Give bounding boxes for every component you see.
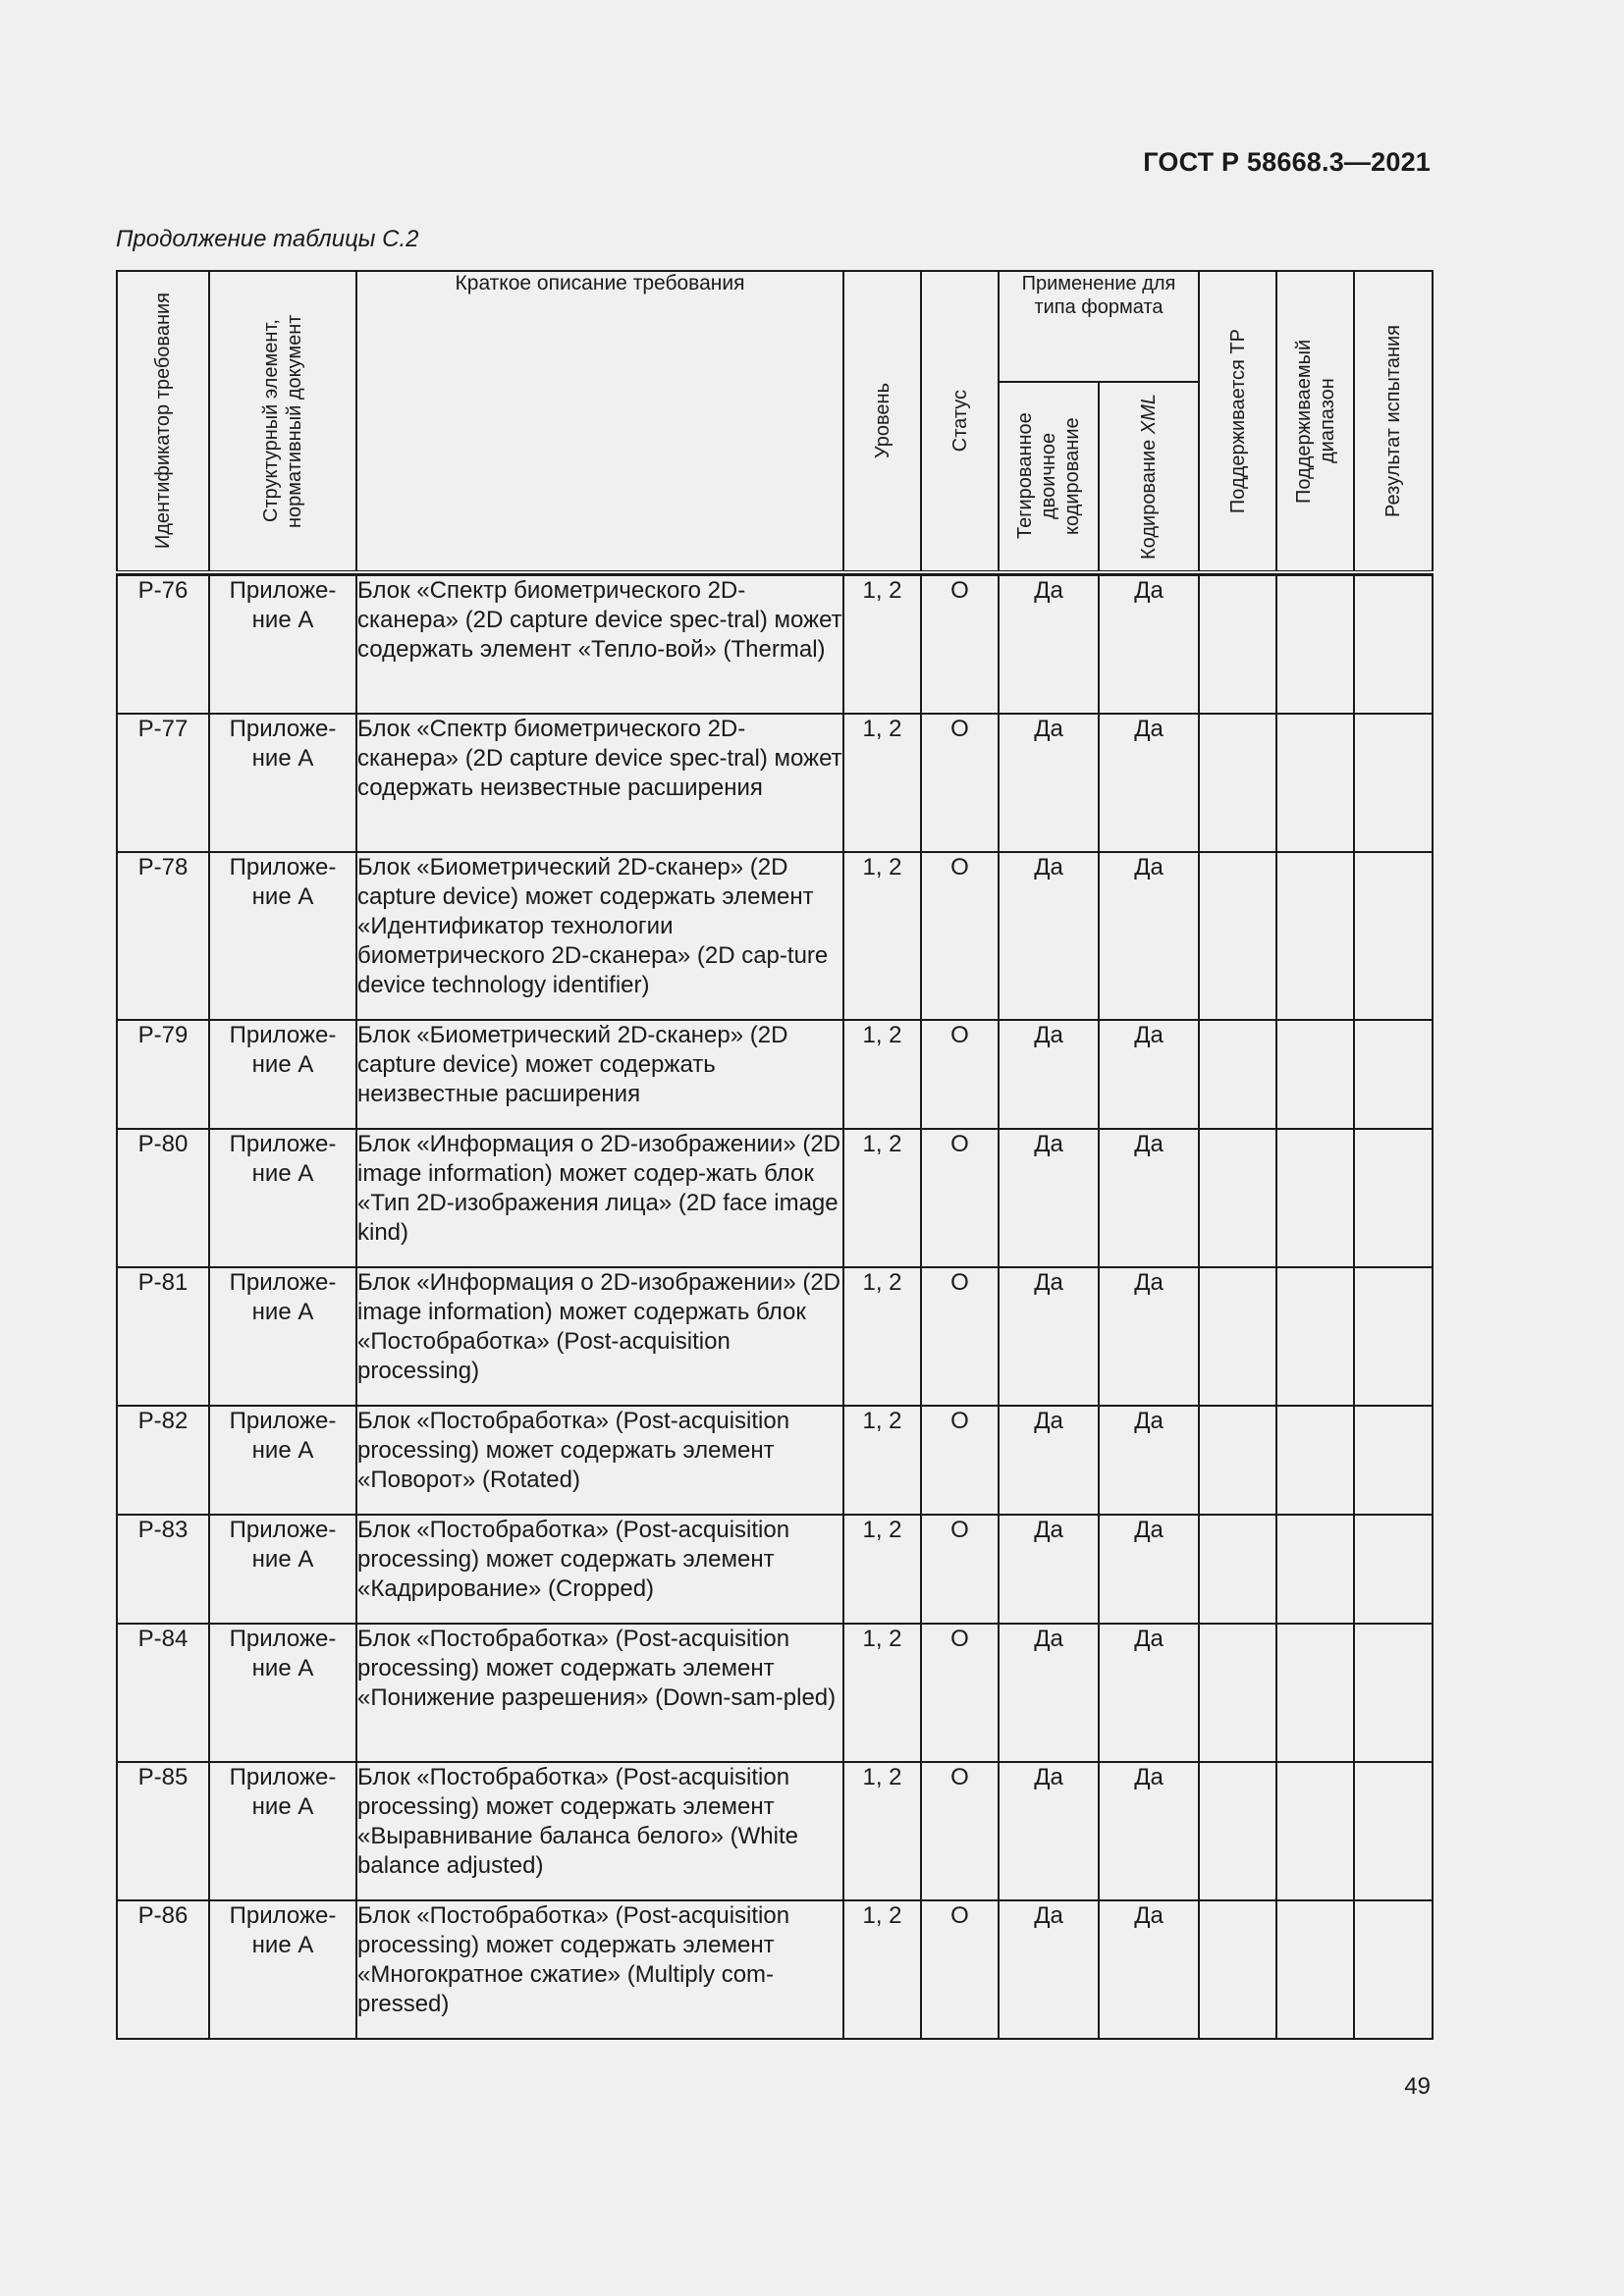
cell-tr-supported bbox=[1199, 1624, 1276, 1762]
cell-xml: Да bbox=[1099, 1129, 1199, 1267]
cell-tr-supported bbox=[1199, 1406, 1276, 1515]
cell-level: 1, 2 bbox=[843, 1406, 921, 1515]
cell-range bbox=[1276, 1129, 1354, 1267]
cell-level: 1, 2 bbox=[843, 1267, 921, 1406]
header-range: Поддерживаемый диапазон bbox=[1276, 271, 1354, 572]
cell-result bbox=[1354, 714, 1433, 852]
cell-desc: Блок «Постобработка» (Post-acquisition processing) может содержать элемент «Понижение разрешения» (Down-sam-pled) bbox=[356, 1624, 843, 1762]
cell-desc: Блок «Спектр биометрического 2D-сканера» (2D capture device spec-tral) может содержать неизвестные расширения bbox=[356, 714, 843, 852]
cell-tr-supported bbox=[1199, 714, 1276, 852]
cell-tagged: Да bbox=[999, 714, 1099, 852]
cell-desc: Блок «Постобработка» (Post-acquisition processing) может содержать элемент «Кадрирование» (Cropped) bbox=[356, 1515, 843, 1624]
header-struct: Структурный элемент, нормативный документ bbox=[209, 271, 356, 572]
cell-struct: Приложе-ние А bbox=[209, 1406, 356, 1515]
cell-tagged: Да bbox=[999, 852, 1099, 1020]
cell-tr-supported bbox=[1199, 1020, 1276, 1129]
cell-tagged: Да bbox=[999, 1515, 1099, 1624]
cell-xml: Да bbox=[1099, 714, 1199, 852]
cell-level: 1, 2 bbox=[843, 1515, 921, 1624]
cell-range bbox=[1276, 1020, 1354, 1129]
cell-xml: Да bbox=[1099, 1624, 1199, 1762]
cell-desc: Блок «Постобработка» (Post-acquisition processing) может содержать элемент «Поворот» (Rotated) bbox=[356, 1406, 843, 1515]
cell-range bbox=[1276, 1267, 1354, 1406]
cell-tagged: Да bbox=[999, 1900, 1099, 2039]
requirements-table bbox=[116, 270, 1434, 2040]
header-xml: Кодирование XML bbox=[1099, 382, 1199, 572]
cell-level: 1, 2 bbox=[843, 852, 921, 1020]
cell-struct: Приложе-ние А bbox=[209, 1515, 356, 1624]
table-row bbox=[117, 714, 1433, 852]
cell-result bbox=[1354, 1515, 1433, 1624]
cell-tagged: Да bbox=[999, 575, 1099, 714]
cell-desc: Блок «Информация о 2D-изображении» (2D image information) может содержать блок «Постобработка» (Post-acquisition processing) bbox=[356, 1267, 843, 1406]
header-status: Статус bbox=[921, 271, 999, 572]
cell-level: 1, 2 bbox=[843, 714, 921, 852]
cell-status: О bbox=[921, 1406, 999, 1515]
cell-range bbox=[1276, 1515, 1354, 1624]
cell-desc: Блок «Биометрический 2D-сканер» (2D capture device) может содержать неизвестные расширения bbox=[356, 1020, 843, 1129]
cell-range bbox=[1276, 1900, 1354, 2039]
cell-result bbox=[1354, 852, 1433, 1020]
header-format-group: Применение для типа формата bbox=[999, 271, 1199, 382]
header-desc: Краткое описание требования bbox=[356, 271, 843, 572]
cell-range bbox=[1276, 714, 1354, 852]
cell-result bbox=[1354, 1267, 1433, 1406]
cell-struct: Приложе-ние А bbox=[209, 1762, 356, 1900]
cell-id: Р-77 bbox=[117, 714, 209, 852]
cell-status: О bbox=[921, 1129, 999, 1267]
document-code: ГОСТ Р 58668.3—2021 bbox=[1143, 147, 1431, 177]
cell-tagged: Да bbox=[999, 1020, 1099, 1129]
header-level: Уровень bbox=[843, 271, 921, 572]
cell-range bbox=[1276, 575, 1354, 714]
cell-id: Р-79 bbox=[117, 1020, 209, 1129]
cell-tr-supported bbox=[1199, 1762, 1276, 1900]
cell-status: О bbox=[921, 714, 999, 852]
cell-tr-supported bbox=[1199, 575, 1276, 714]
cell-xml: Да bbox=[1099, 852, 1199, 1020]
cell-desc: Блок «Постобработка» (Post-acquisition processing) может содержать элемент «Многократное сжатие» (Multiply com-pressed) bbox=[356, 1900, 843, 2039]
table-row bbox=[117, 1515, 1433, 1624]
table-row bbox=[117, 1020, 1433, 1129]
cell-id: Р-83 bbox=[117, 1515, 209, 1624]
cell-result bbox=[1354, 1762, 1433, 1900]
cell-id: Р-85 bbox=[117, 1762, 209, 1900]
header-result: Результат испытания bbox=[1354, 271, 1433, 572]
cell-id: Р-81 bbox=[117, 1267, 209, 1406]
cell-struct: Приложе-ние А bbox=[209, 1900, 356, 2039]
cell-tagged: Да bbox=[999, 1267, 1099, 1406]
cell-result bbox=[1354, 1624, 1433, 1762]
cell-result bbox=[1354, 1129, 1433, 1267]
table-row bbox=[117, 1762, 1433, 1900]
header-tr-supported: Поддерживается ТР bbox=[1199, 271, 1276, 572]
cell-status: О bbox=[921, 1515, 999, 1624]
cell-status: О bbox=[921, 1624, 999, 1762]
table-row bbox=[117, 852, 1433, 1020]
cell-struct: Приложе-ние А bbox=[209, 1624, 356, 1762]
cell-xml: Да bbox=[1099, 1267, 1199, 1406]
cell-struct: Приложе-ние А bbox=[209, 575, 356, 714]
cell-xml: Да bbox=[1099, 575, 1199, 714]
table-row bbox=[117, 1129, 1433, 1267]
cell-tr-supported bbox=[1199, 1129, 1276, 1267]
cell-result bbox=[1354, 575, 1433, 714]
cell-status: О bbox=[921, 1020, 999, 1129]
cell-status: О bbox=[921, 575, 999, 714]
table-row bbox=[117, 1900, 1433, 2039]
cell-struct: Приложе-ние А bbox=[209, 1129, 356, 1267]
cell-xml: Да bbox=[1099, 1406, 1199, 1515]
cell-range bbox=[1276, 1762, 1354, 1900]
table-row bbox=[117, 1267, 1433, 1406]
cell-xml: Да bbox=[1099, 1900, 1199, 2039]
cell-status: О bbox=[921, 1267, 999, 1406]
cell-id: Р-82 bbox=[117, 1406, 209, 1515]
cell-xml: Да bbox=[1099, 1020, 1199, 1129]
table-row bbox=[117, 1406, 1433, 1515]
table-caption: Продолжение таблицы С.2 bbox=[116, 226, 419, 252]
cell-status: О bbox=[921, 1900, 999, 2039]
cell-tr-supported bbox=[1199, 1267, 1276, 1406]
header-tagged: Тегированное двоичное кодирование bbox=[999, 382, 1099, 572]
cell-desc: Блок «Биометрический 2D-сканер» (2D capture device) может содержать элемент «Идентификатор технологии биометрического 2D-сканера» (2D cap-ture device technology identifier) bbox=[356, 852, 843, 1020]
cell-struct: Приложе-ние А bbox=[209, 1020, 356, 1129]
cell-struct: Приложе-ние А bbox=[209, 1267, 356, 1406]
cell-range bbox=[1276, 852, 1354, 1020]
cell-status: О bbox=[921, 852, 999, 1020]
cell-struct: Приложе-ние А bbox=[209, 852, 356, 1020]
cell-desc: Блок «Постобработка» (Post-acquisition processing) может содержать элемент «Выравнивание баланса белого» (White balance adjusted) bbox=[356, 1762, 843, 1900]
table-row bbox=[117, 575, 1433, 714]
header-id: Идентификатор требования bbox=[117, 271, 209, 572]
cell-xml: Да bbox=[1099, 1762, 1199, 1900]
cell-level: 1, 2 bbox=[843, 1762, 921, 1900]
cell-tagged: Да bbox=[999, 1406, 1099, 1515]
cell-result bbox=[1354, 1406, 1433, 1515]
cell-struct: Приложе-ние А bbox=[209, 714, 356, 852]
table-row bbox=[117, 1624, 1433, 1762]
cell-range bbox=[1276, 1406, 1354, 1515]
cell-desc: Блок «Информация о 2D-изображении» (2D image information) может содер-жать блок «Тип 2D-изображения лица» (2D face image kind) bbox=[356, 1129, 843, 1267]
cell-id: Р-86 bbox=[117, 1900, 209, 2039]
cell-desc: Блок «Спектр биометрического 2D-сканера» (2D capture device spec-tral) может содержать элемент «Тепло-вой» (Thermal) bbox=[356, 575, 843, 714]
cell-id: Р-78 bbox=[117, 852, 209, 1020]
cell-level: 1, 2 bbox=[843, 1020, 921, 1129]
cell-tr-supported bbox=[1199, 1900, 1276, 2039]
cell-xml: Да bbox=[1099, 1515, 1199, 1624]
cell-id: Р-76 bbox=[117, 575, 209, 714]
cell-tagged: Да bbox=[999, 1624, 1099, 1762]
cell-id: Р-84 bbox=[117, 1624, 209, 1762]
cell-result bbox=[1354, 1900, 1433, 2039]
cell-level: 1, 2 bbox=[843, 1129, 921, 1267]
cell-result bbox=[1354, 1020, 1433, 1129]
cell-tr-supported bbox=[1199, 852, 1276, 1020]
cell-level: 1, 2 bbox=[843, 1624, 921, 1762]
cell-range bbox=[1276, 1624, 1354, 1762]
cell-level: 1, 2 bbox=[843, 1900, 921, 2039]
page-number: 49 bbox=[1404, 2073, 1431, 2100]
cell-tr-supported bbox=[1199, 1515, 1276, 1624]
cell-tagged: Да bbox=[999, 1129, 1099, 1267]
cell-status: О bbox=[921, 1762, 999, 1900]
cell-level: 1, 2 bbox=[843, 575, 921, 714]
cell-id: Р-80 bbox=[117, 1129, 209, 1267]
cell-tagged: Да bbox=[999, 1762, 1099, 1900]
